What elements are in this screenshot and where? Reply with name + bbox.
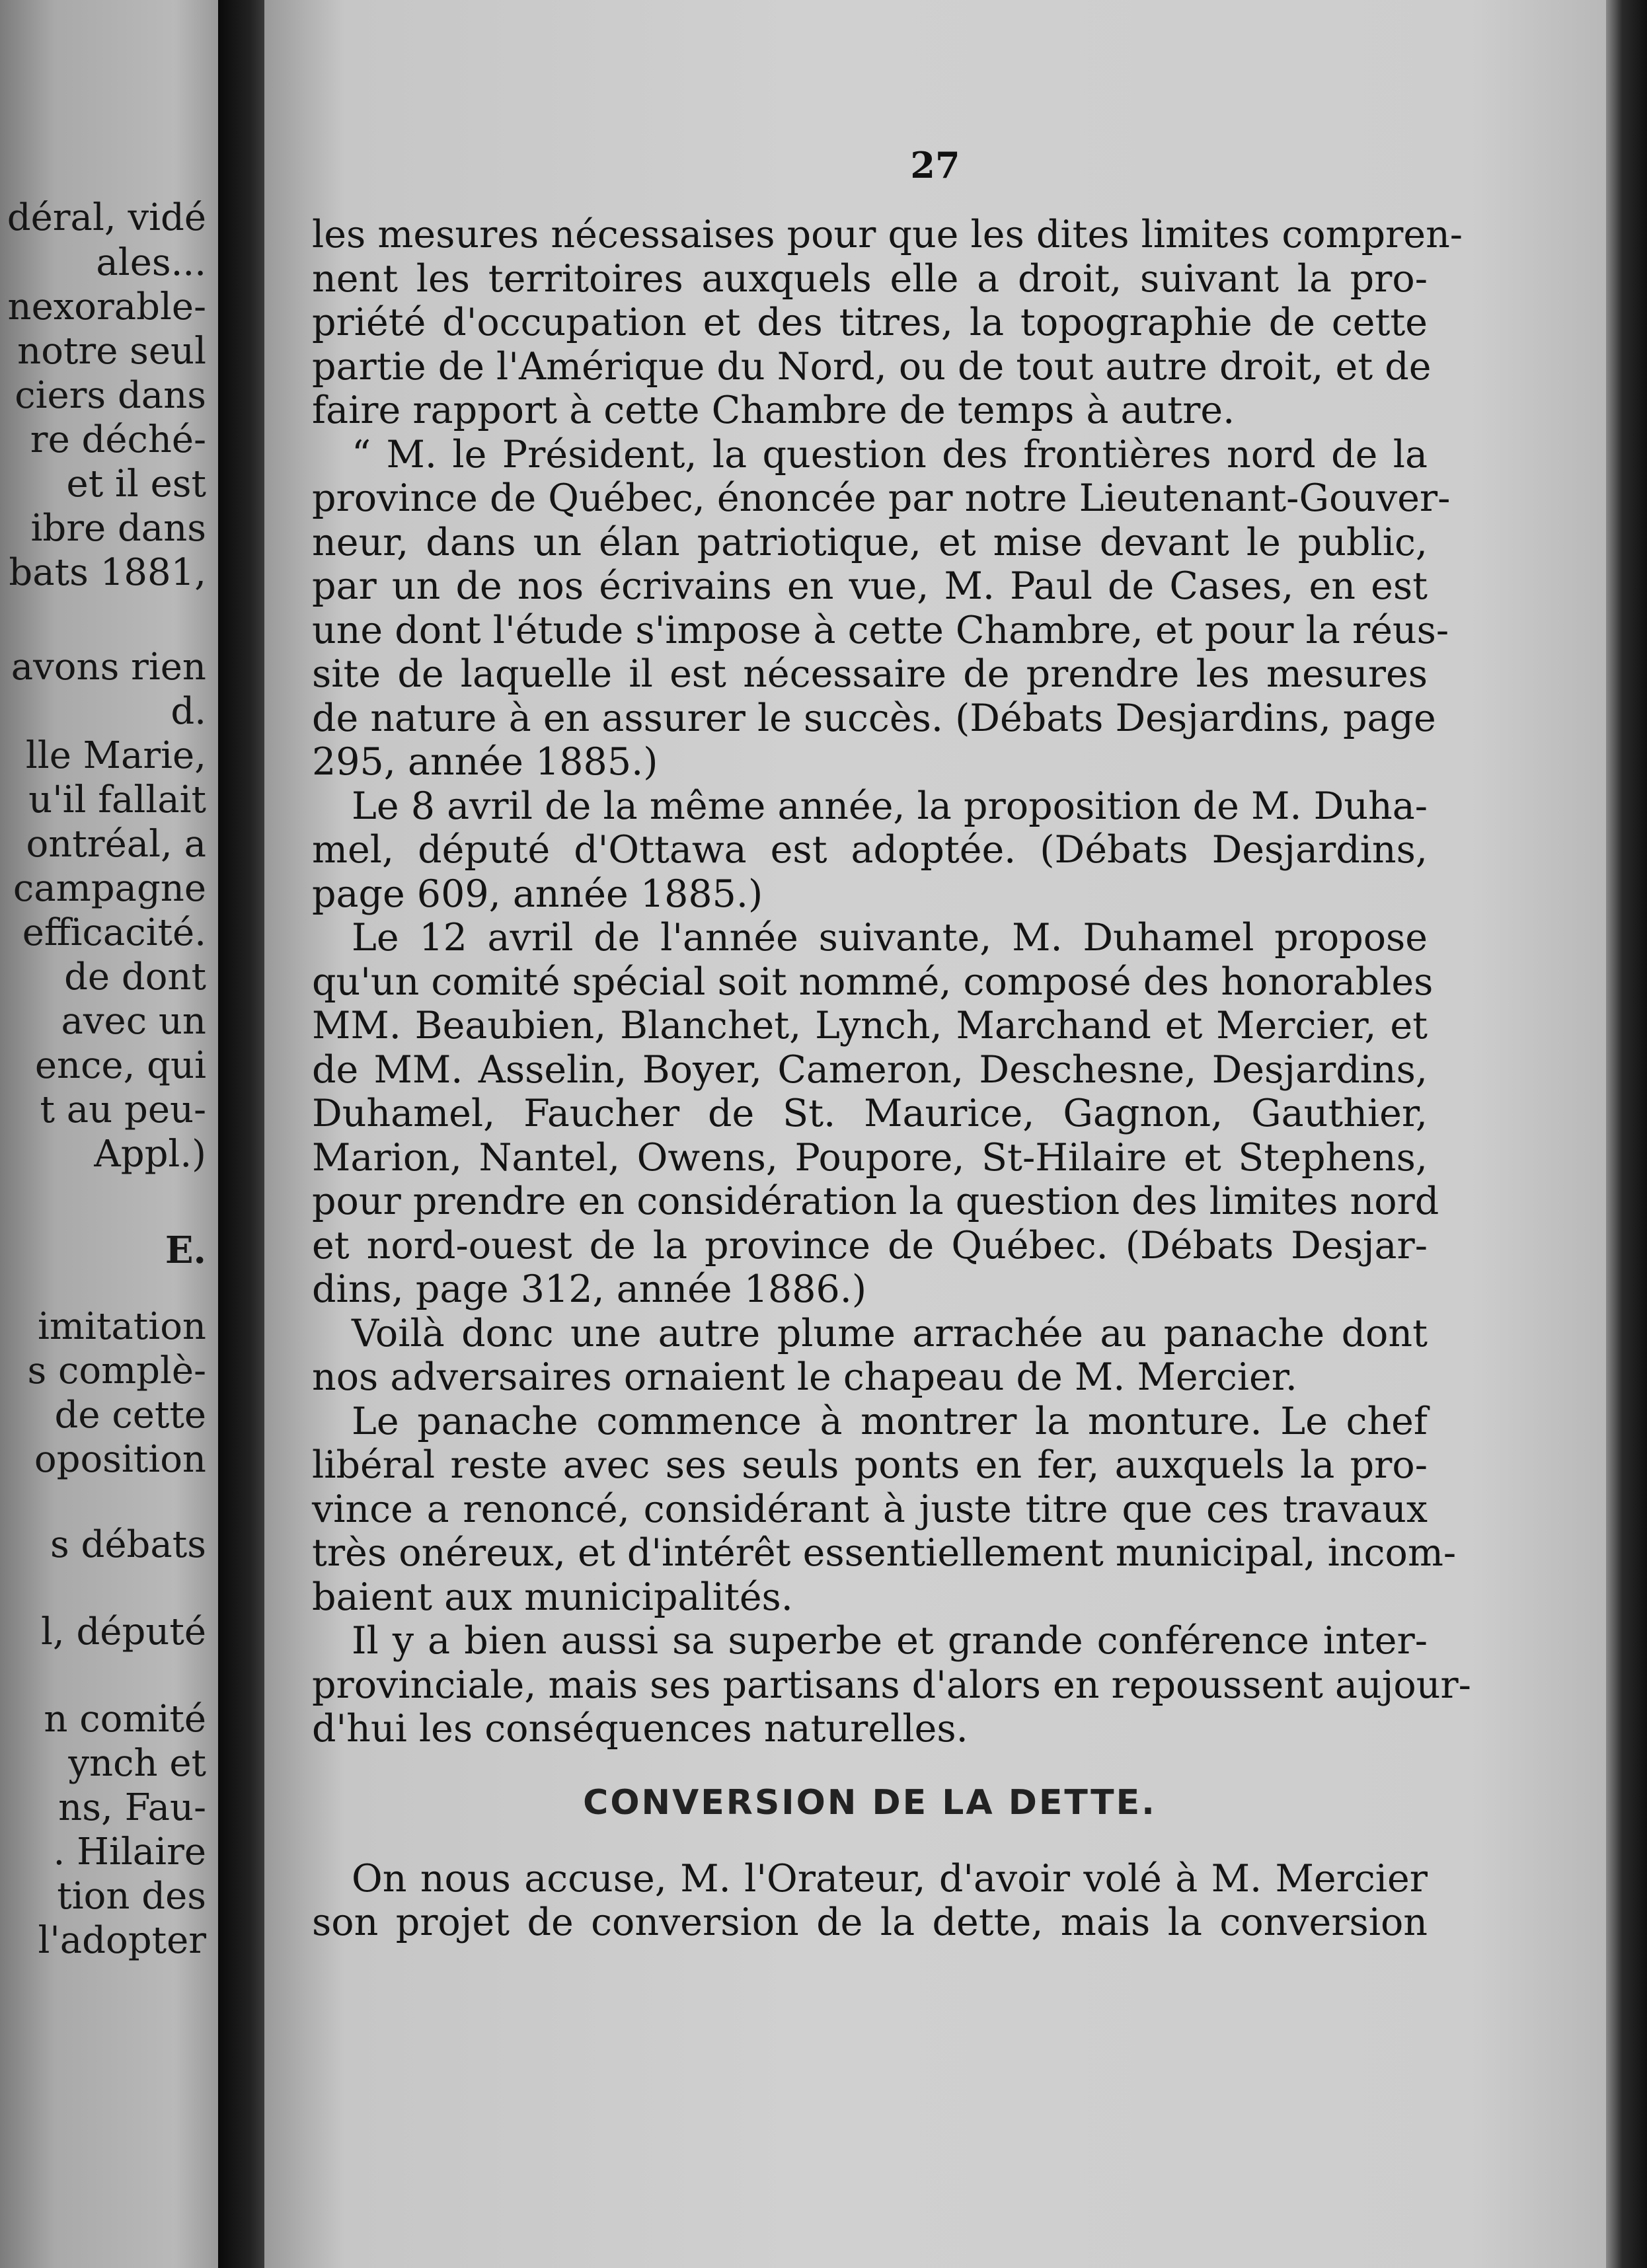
text-line: Le panache commence à montrer la monture. Le chef: [352, 1399, 1428, 1443]
text-line: les mesures nécessaises pour que les dites limites compren-: [312, 213, 1463, 256]
left-page-line: bats 1881,: [9, 551, 206, 594]
text-line: Marion, Nantel, Owens, Poupore, St-Hilaire et Stephens,: [312, 1135, 1428, 1180]
left-page-line: l, député: [40, 1610, 206, 1653]
text-line: vince a renoncé, considérant à juste titre que ces travaux: [312, 1487, 1428, 1531]
text-line: et nord-ouest de la province de Québec. (Débats Desjar-: [312, 1223, 1428, 1267]
text-line: dins, page 312, année 1886.): [312, 1267, 867, 1311]
text-line: province de Québec, énoncée par notre Lieutenant-Gouver-: [312, 476, 1451, 520]
left-page-line: ence, qui: [34, 1044, 206, 1087]
text-line: une dont l'étude s'impose à cette Chambre, et pour la réus-: [312, 608, 1449, 652]
text-line: qu'un comité spécial soit nommé, composé des honorables: [312, 960, 1434, 1004]
text-line: Voilà donc une autre plume arrachée au panache dont: [352, 1311, 1428, 1355]
left-page: [0, 0, 218, 2268]
left-page-line: ales...: [96, 241, 206, 284]
left-page-line: . Hilaire: [53, 1831, 206, 1873]
text-line: provinciale, mais ses partisans d'alors en repoussent aujour-: [312, 1663, 1471, 1707]
left-page-line: ns, Fau-: [58, 1786, 206, 1829]
left-page-line: s débats: [50, 1523, 206, 1566]
text-line: d'hui les conséquences naturelles.: [312, 1707, 968, 1751]
left-page-line: tion des: [57, 1875, 206, 1918]
left-page-line: ontréal, a: [26, 823, 206, 866]
left-page-line: ynch et: [68, 1742, 206, 1785]
text-line: nent les territoires auxquels elle a droit, suivant la pro-: [312, 256, 1428, 301]
left-page-line: lle Marie,: [25, 734, 206, 777]
text-line: mel, député d'Ottawa est adoptée. (Débats Desjardins,: [312, 828, 1428, 872]
left-page-line: l'adopter: [38, 1919, 206, 1962]
text-line: neur, dans un élan patriotique, et mise devant le public,: [312, 520, 1428, 564]
text-line: On nous accuse, M. l'Orateur, d'avoir volé à M. Mercier: [352, 1856, 1428, 1901]
page-edge: [1606, 0, 1647, 2268]
text-line: faire rapport à cette Chambre de temps à autre.: [312, 389, 1235, 432]
text-line: Le 12 avril de l'année suivante, M. Duhamel propose: [352, 916, 1428, 960]
left-page-line: campagne: [13, 867, 206, 910]
left-page-line: nexorable-: [7, 285, 206, 328]
text-line: partie de l'Amérique du Nord, ou de tout autre droit, et de: [312, 344, 1432, 389]
text-line: priété d'occupation et des titres, la topographie de cette: [312, 301, 1428, 344]
left-page-line: ciers dans: [15, 374, 206, 417]
left-page-line: avons rien: [11, 646, 206, 689]
left-page-line: de dont: [64, 956, 206, 999]
text-line: page 609, année 1885.): [312, 872, 763, 916]
left-page-line: Appl.): [94, 1133, 206, 1176]
text-line: de MM. Asselin, Boyer, Cameron, Deschesne, Desjardins,: [312, 1047, 1428, 1092]
left-page-line: imitation: [37, 1305, 206, 1348]
left-page-line: oposition: [34, 1438, 206, 1481]
text-line: de nature à en assurer le succès. (Débats Desjardins, page: [312, 696, 1436, 740]
left-page-line: s complè-: [27, 1349, 206, 1392]
left-page-line: avec un: [61, 1000, 206, 1043]
text-line: très onéreux, et d'intérêt essentiellement municipal, incom-: [312, 1531, 1457, 1575]
left-page-line: d.: [171, 690, 206, 733]
left-page-line: déral, vidé: [7, 196, 206, 239]
left-page-line: de cette: [54, 1394, 206, 1437]
text-line: Il y a bien aussi sa superbe et grande conférence inter-: [352, 1619, 1428, 1663]
text-line: baient aux municipalités.: [312, 1575, 793, 1619]
text-line: libéral reste avec ses seuls ponts en fer, auxquels la pro-: [312, 1443, 1428, 1487]
page-number: 27: [910, 144, 960, 186]
text-line: pour prendre en considération la question des limites nord: [312, 1180, 1439, 1223]
text-line: MM. Beaubien, Blanchet, Lynch, Marchand et Mercier, et: [312, 1004, 1428, 1047]
left-page-line: u'il fallait: [28, 778, 206, 821]
right-page: [264, 0, 1606, 2268]
text-line: Le 8 avril de la même année, la proposition de M. Duha-: [352, 784, 1428, 828]
book-gutter: [218, 0, 264, 2268]
text-line: site de laquelle il est nécessaire de prendre les mesures: [312, 652, 1428, 696]
text-line: Duhamel, Faucher de St. Maurice, Gagnon, Gauthier,: [312, 1092, 1428, 1135]
left-page-line: E.: [165, 1228, 206, 1272]
section-heading: CONVERSION DE LA DETTE.: [583, 1782, 1157, 1823]
text-line: “ M. le Président, la question des frontières nord de la: [352, 432, 1428, 476]
left-page-line: ibre dans: [30, 507, 206, 550]
text-line: 295, année 1885.): [312, 740, 658, 784]
left-page-line: et il est: [66, 463, 206, 506]
text-line: nos adversaires ornaient le chapeau de M. Mercier.: [312, 1355, 1297, 1399]
text-line: son projet de conversion de la dette, mais la conversion: [312, 1901, 1428, 1944]
left-page-line: n comité: [44, 1698, 206, 1741]
text-line: par un de nos écrivains en vue, M. Paul de Cases, en est: [312, 564, 1428, 608]
left-page-line: t au peu-: [40, 1088, 206, 1131]
left-page-line: efficacité.: [22, 911, 206, 954]
body-text: [312, 213, 1471, 1945]
left-page-line: re déché-: [30, 418, 206, 461]
left-page-line: notre seul: [17, 330, 206, 373]
